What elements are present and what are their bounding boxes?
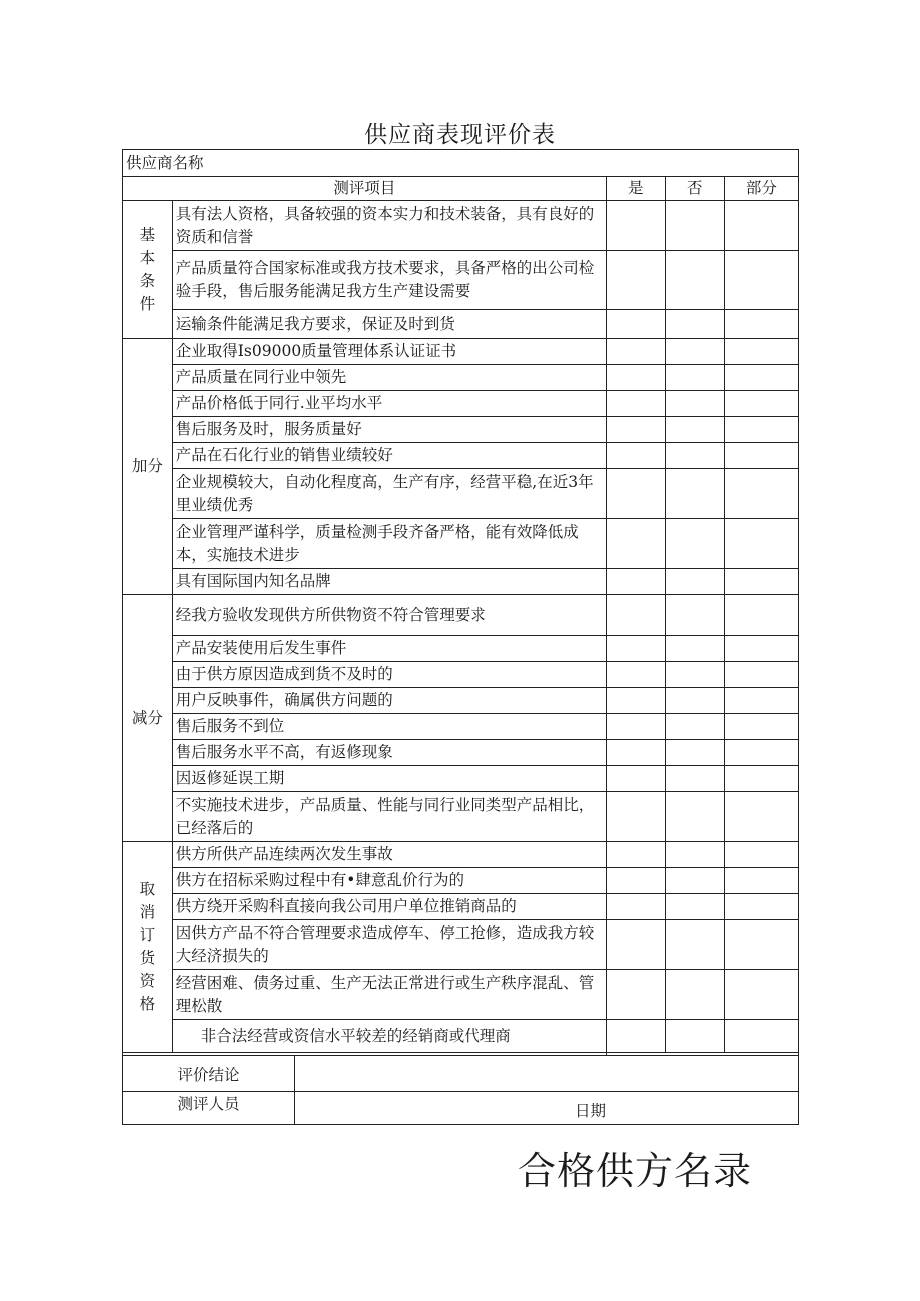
criterion-item: 售后服务不到位 [172,714,606,740]
table-row [123,894,799,920]
partial-cell[interactable] [724,688,798,714]
criterion-item: 供方在招标采购过程中有•肆意乱价行为的 [172,868,606,894]
table-row [123,662,799,688]
conclusion-input[interactable] [295,1056,798,1091]
yes-cell[interactable] [606,792,665,842]
criterion-item: 产品在石化行业的销售业绩较好 [172,443,606,469]
partial-cell[interactable] [724,417,798,443]
yes-cell[interactable] [606,688,665,714]
evaluator-row-box [123,1092,798,1124]
evaluation-table [122,149,799,1089]
yes-cell[interactable] [606,868,665,894]
table-row [123,1020,799,1053]
vertical-label [126,224,169,316]
criterion-item: 运输条件能满足我方要求，保证及时到货 [172,310,606,339]
partial-cell[interactable] [724,1020,798,1053]
vertical-label-char: 条 [139,271,156,290]
table-row [123,970,799,1020]
criterion-item: 因供方产品不符合管理要求造成停车、停工抢修，造成我方较大经济损失的 [172,920,606,970]
criterion-item: 不实施技术进步，产品质量、性能与同行业同类型产品相比，已经落后的 [172,792,606,842]
yes-cell[interactable] [606,251,665,310]
vertical-label-char: 订 [139,926,156,944]
partial-cell[interactable] [724,569,798,595]
criterion-item: 产品安装使用后发生事件 [172,636,606,662]
vertical-label-char: 货 [139,949,156,967]
no-cell[interactable] [665,417,724,443]
yes-cell[interactable] [606,1020,665,1053]
partial-cell[interactable] [724,766,798,792]
table-row [123,365,799,391]
conclusion-row-box [123,1056,798,1092]
table-row [123,792,799,842]
section-label-basic [123,201,173,339]
no-cell[interactable] [665,443,724,469]
criterion-item: 因返修延误工期 [172,766,606,792]
vertical-label-char: 格 [139,995,156,1013]
yes-cell[interactable] [606,920,665,970]
header-item: 测评项目 [123,177,607,201]
no-cell[interactable] [665,1020,724,1053]
no-cell[interactable] [665,766,724,792]
no-cell[interactable] [665,740,724,766]
no-cell[interactable] [665,469,724,519]
no-cell[interactable] [665,868,724,894]
yes-cell[interactable] [606,391,665,417]
no-cell[interactable] [665,792,724,842]
table-row [123,688,799,714]
no-cell[interactable] [665,251,724,310]
criterion-item: 具有法人资格，具备较强的资本实力和技术装备，具有良好的资质和信誉 [172,201,606,251]
partial-cell[interactable] [724,792,798,842]
vertical-label-char: 取 [139,880,156,898]
header-partial: 部分 [724,177,798,201]
no-cell[interactable] [665,569,724,595]
no-cell[interactable] [665,595,724,636]
yes-cell[interactable] [606,201,665,251]
partial-cell[interactable] [724,310,798,339]
no-cell[interactable] [665,688,724,714]
table-row [123,569,799,595]
partial-cell[interactable] [724,595,798,636]
table-row [123,740,799,766]
no-cell[interactable] [665,391,724,417]
yes-cell[interactable] [606,842,665,868]
partial-cell[interactable] [724,842,798,868]
no-cell[interactable] [665,662,724,688]
partial-cell[interactable] [724,365,798,391]
criterion-item: 售后服务及时，服务质量好 [172,417,606,443]
partial-cell[interactable] [724,339,798,365]
yes-cell[interactable] [606,636,665,662]
criterion-item: 售后服务水平不高，有返修现象 [172,740,606,766]
supplier-name-label[interactable]: 供应商名称 [123,150,799,177]
table-row [123,920,799,970]
table-row [123,469,799,519]
table-row [123,417,799,443]
partial-cell[interactable] [724,894,798,920]
no-cell[interactable] [665,519,724,569]
date-label: 日期 [575,1102,607,1120]
table-row [123,868,799,894]
partial-cell[interactable] [724,519,798,569]
vertical-label-char: 件 [139,294,156,313]
vertical-label [126,878,169,1016]
table-row [123,251,799,310]
section-label-penalty: 减分 [123,595,173,842]
criterion-item: 供方所供产品连续两次发生事故 [172,842,606,868]
criterion-item: 用户反映事件，确属供方问题的 [172,688,606,714]
yes-cell[interactable] [606,714,665,740]
no-cell[interactable] [665,636,724,662]
yes-cell[interactable] [606,469,665,519]
vertical-label-char: 消 [139,903,156,921]
partial-cell[interactable] [724,970,798,1020]
partial-cell[interactable] [724,251,798,310]
table-row [123,766,799,792]
criterion-item: 企业规模较大，自动化程度高，生产有序，经营平稳,在近3年里业绩优秀 [172,469,606,519]
table-row [123,519,799,569]
partial-cell[interactable] [724,740,798,766]
partial-cell[interactable] [724,662,798,688]
yes-cell[interactable] [606,595,665,636]
yes-cell[interactable] [606,339,665,365]
table-row [123,443,799,469]
header-no: 否 [665,177,724,201]
section-label-disqualify [123,842,173,1053]
yes-cell[interactable] [606,766,665,792]
criterion-item: 供方绕开采购科直接向我公司用户单位推销商品的 [172,894,606,920]
partial-cell[interactable] [724,443,798,469]
no-cell[interactable] [665,201,724,251]
criterion-item: 非合法经营或资信水平较差的经销商或代理商 [172,1020,606,1053]
no-cell[interactable] [665,310,724,339]
yes-cell[interactable] [606,740,665,766]
conclusion-label-cell: 评价结论 [123,1056,295,1091]
evaluator-input[interactable] [295,1092,546,1124]
vertical-label-char: 基 [139,225,156,244]
table-row [123,636,799,662]
no-cell[interactable] [665,365,724,391]
table-row [123,201,799,251]
table-row [123,595,799,636]
criterion-item: 经我方验收发现供方所供物资不符合管理要求 [172,595,606,636]
yes-cell[interactable] [606,569,665,595]
vertical-label-char: 资 [139,972,156,990]
date-input[interactable] [635,1092,798,1124]
criterion-item: 具有国际国内知名品牌 [172,569,606,595]
yes-cell[interactable] [606,443,665,469]
header-row [123,177,799,201]
table-row [123,391,799,417]
criterion-item: 企业取得Is09000质量管理体系认证证书 [172,339,606,365]
footer-block [122,1055,799,1125]
no-cell[interactable] [665,920,724,970]
criterion-item: 产品质量符合国家标准或我方技术要求，具备严格的出公司检验手段，售后服务能满足我方生产建设需要 [172,251,606,310]
supplier-name-row [123,150,799,177]
section-label-bonus: 加分 [123,339,173,595]
yes-cell[interactable] [606,365,665,391]
header-yes: 是 [606,177,665,201]
table-row [123,310,799,339]
qualified-supplier-list-title: 合格供方名录 [518,1149,753,1193]
partial-cell[interactable] [724,920,798,970]
no-cell[interactable] [665,339,724,365]
criterion-item: 产品价格低于同行.业平均水平 [172,391,606,417]
page-title: 供应商表现评价表 [364,122,556,148]
table-row [123,714,799,740]
partial-cell[interactable] [724,391,798,417]
criterion-item: 由于供方原因造成到货不及时的 [172,662,606,688]
criterion-item: 企业管理严谨科学，质量检测手段齐备严格，能有效降低成本，实施技术进步 [172,519,606,569]
criterion-item: 经营困难、债务过重、生产无法正常进行或生产秩序混乱、管理松散 [172,970,606,1020]
partial-cell[interactable] [724,201,798,251]
yes-cell[interactable] [606,894,665,920]
evaluator-label-cell: 测评人员 [123,1092,295,1124]
table-row [123,842,799,868]
no-cell[interactable] [665,970,724,1020]
yes-cell[interactable] [606,519,665,569]
partial-cell[interactable] [724,868,798,894]
yes-cell[interactable] [606,417,665,443]
partial-cell[interactable] [724,469,798,519]
partial-cell[interactable] [724,714,798,740]
no-cell[interactable] [665,714,724,740]
yes-cell[interactable] [606,662,665,688]
partial-cell[interactable] [724,636,798,662]
yes-cell[interactable] [606,970,665,1020]
criterion-item: 产品质量在同行业中领先 [172,365,606,391]
vertical-label-char: 本 [139,248,156,267]
no-cell[interactable] [665,894,724,920]
table-row [123,339,799,365]
yes-cell[interactable] [606,310,665,339]
no-cell[interactable] [665,842,724,868]
